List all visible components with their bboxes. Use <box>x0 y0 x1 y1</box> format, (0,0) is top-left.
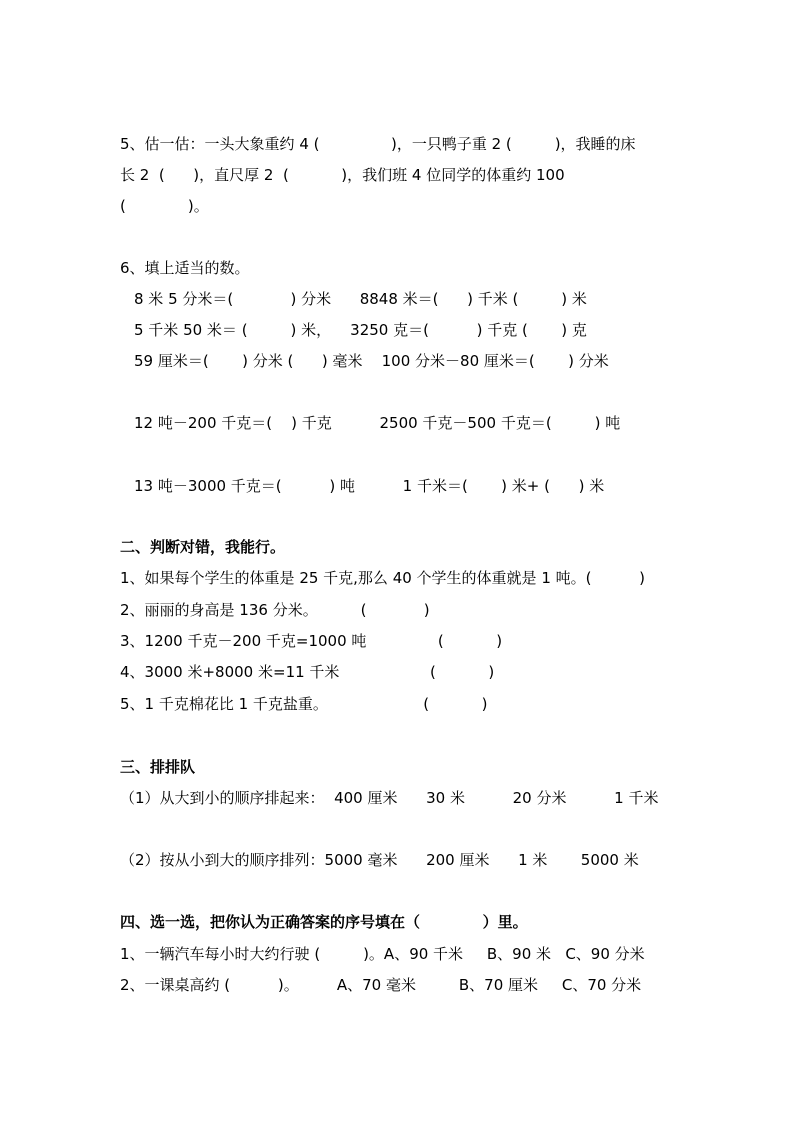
s2-question-5: 5、1 千克棉花比 1 千克盐重。 ( ) <box>120 695 488 713</box>
s2-question-3: 3、1200 千克－200 千克=1000 吨 ( ) <box>120 632 503 650</box>
section-4-title: 四、选一选，把你认为正确答案的序号填在（ ）里。 <box>120 913 528 931</box>
s2-question-4: 4、3000 米+8000 米=11 千米 ( ) <box>120 663 495 681</box>
s3-question-1: （1）从大到小的顺序排起来： 400 厘米 30 米 20 分米 1 千米 <box>120 789 659 807</box>
q6-row-1: 8 米 5 分米＝( ) 分米 8848 米＝( ) 千米 ( ) 米 <box>134 290 587 308</box>
s3-question-2: （2）按从小到大的顺序排列：5000 毫米 200 厘米 1 米 5000 米 <box>120 851 639 869</box>
q6-row-3: 59 厘米＝( ) 分米 ( ) 毫米 100 分米－80 厘米＝( ) 分米 <box>134 352 609 370</box>
s4-question-2: 2、一课桌高约 ( )。 A、70 毫米 B、70 厘米 C、70 分米 <box>120 976 642 994</box>
s4-question-1: 1、一辆汽车每小时大约行驶 ( )。A、90 千米 B、90 米 C、90 分米 <box>120 945 645 963</box>
q6-row-2: 5 千米 50 米＝ ( ) 米， 3250 克＝( ) 千克 ( ) 克 <box>134 321 587 339</box>
section-3-title: 三、排排队 <box>120 758 196 776</box>
q5-line-3: ( )。 <box>120 197 209 215</box>
q6-row-4: 12 吨－200 千克＝( ) 千克 2500 千克－500 千克＝( ) 吨 <box>134 414 621 432</box>
q5-line-2: 长 2 ( )，直尺厚 2 ( )，我们班 4 位同学的体重约 100 <box>120 166 565 184</box>
q6-title: 6、填上适当的数。 <box>120 259 250 277</box>
s2-question-2: 2、丽丽的身高是 136 分米。 ( ) <box>120 601 430 619</box>
section-2-title: 二、判断对错，我能行。 <box>120 538 286 556</box>
q6-row-5: 13 吨－3000 千克＝( ) 吨 1 千米＝( ) 米+ ( ) 米 <box>134 477 605 495</box>
s2-question-1: 1、如果每个学生的体重是 25 千克,那么 40 个学生的体重就是 1 吨。( ) <box>120 569 646 587</box>
q5-line-1: 5、估一估：一头大象重约 4 ( )，一只鸭子重 2 ( )，我睡的床 <box>120 135 636 153</box>
